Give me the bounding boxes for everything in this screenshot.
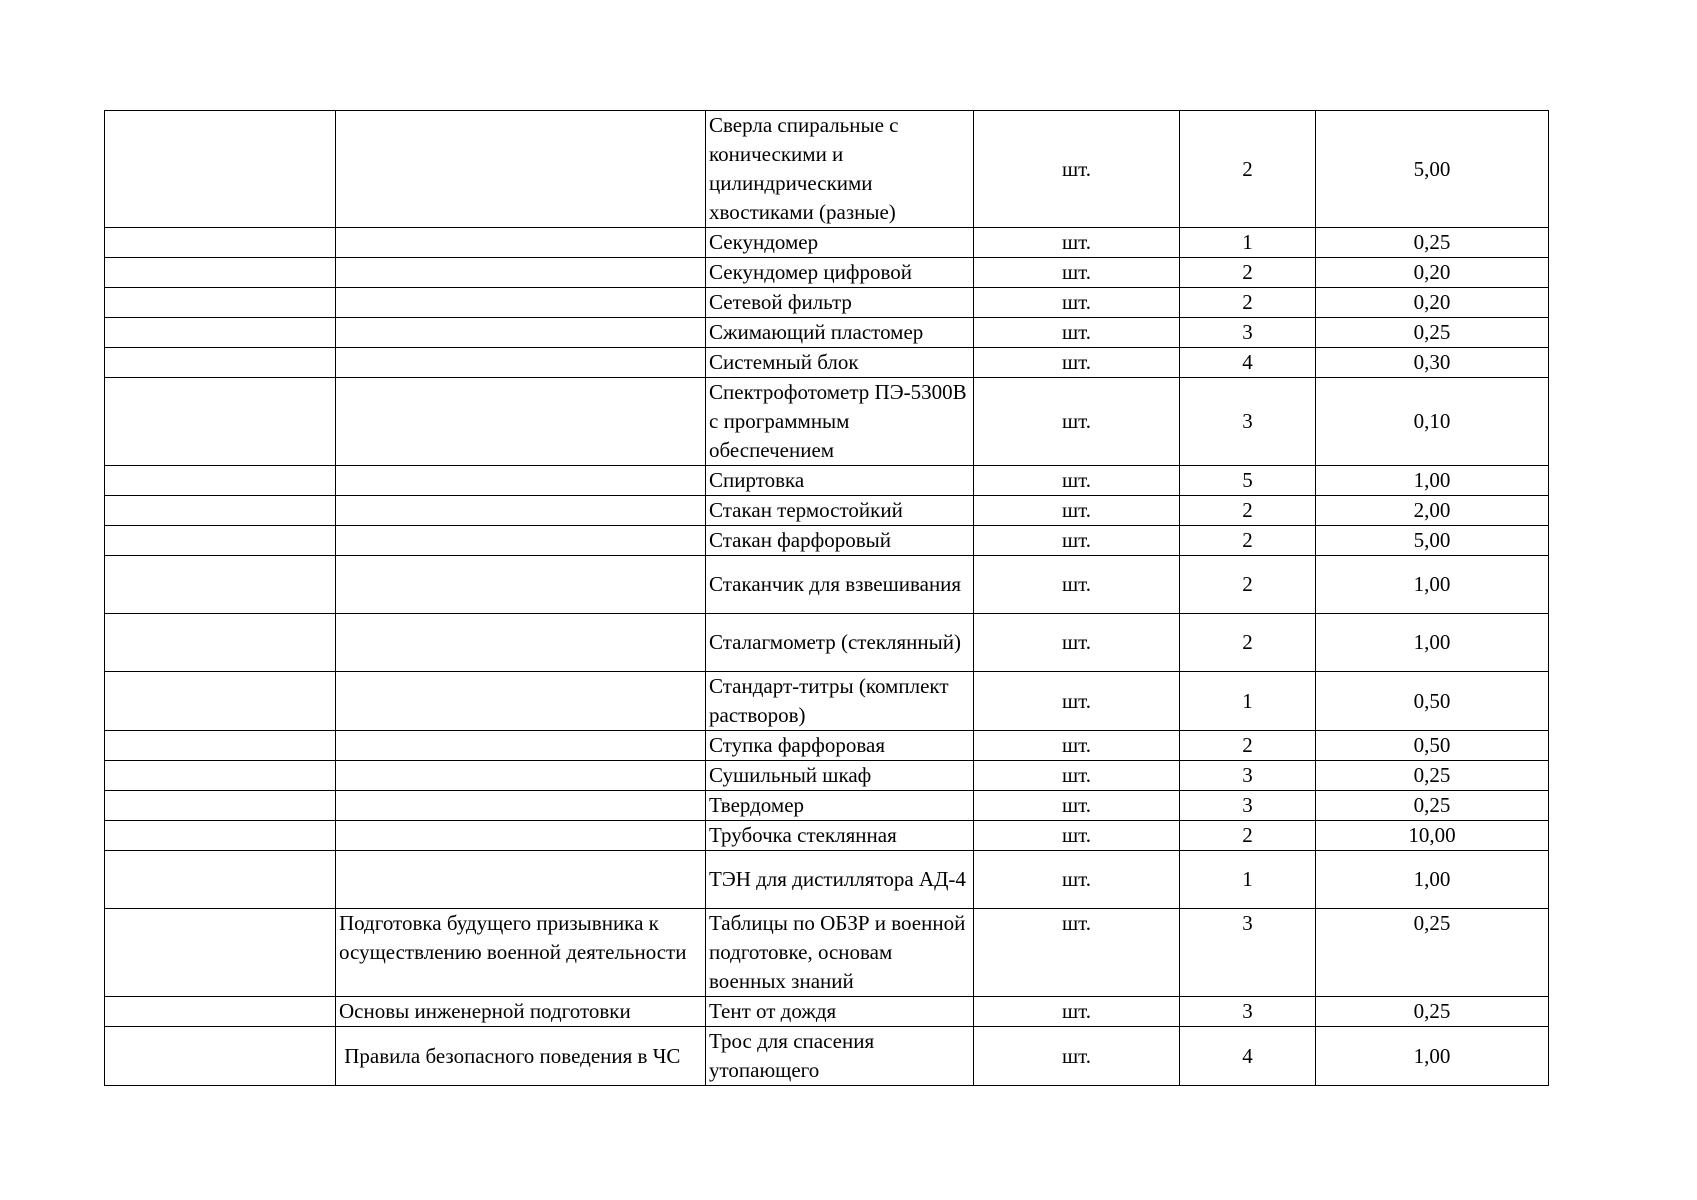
item-name-cell: Секундомер — [706, 228, 974, 258]
quantity-cell: 1 — [1180, 228, 1316, 258]
unit-cell: шт. — [974, 851, 1180, 909]
item-name-cell: Спиртовка — [706, 466, 974, 496]
section-cell — [336, 348, 706, 378]
empty-cell — [105, 556, 336, 614]
quantity-cell: 2 — [1180, 821, 1316, 851]
item-name-cell: Стакан термостойкий — [706, 496, 974, 526]
section-cell — [336, 761, 706, 791]
section-cell — [336, 288, 706, 318]
table-row — [105, 111, 1549, 228]
norm-cell: 0,25 — [1316, 761, 1549, 791]
empty-cell — [105, 672, 336, 731]
empty-cell — [105, 228, 336, 258]
norm-cell: 0,50 — [1316, 731, 1549, 761]
unit-cell: шт. — [974, 761, 1180, 791]
item-name-cell: Ступка фарфоровая — [706, 731, 974, 761]
unit-cell: шт. — [974, 526, 1180, 556]
section-cell — [336, 258, 706, 288]
norm-cell: 0,30 — [1316, 348, 1549, 378]
norm-cell: 0,50 — [1316, 672, 1549, 731]
norm-cell: 0,10 — [1316, 378, 1549, 466]
section-cell: Основы инженерной подготовки — [336, 997, 706, 1027]
empty-cell — [105, 111, 336, 228]
item-name-cell: Сверла спиральные с коническими и цилиндрическими хвостиками (разные) — [706, 111, 974, 228]
item-name-cell: Сжимающий пластомер — [706, 318, 974, 348]
empty-cell — [105, 288, 336, 318]
section-cell — [336, 526, 706, 556]
table-row — [105, 997, 1549, 1027]
unit-cell: шт. — [974, 496, 1180, 526]
unit-cell: шт. — [974, 111, 1180, 228]
section-cell — [336, 496, 706, 526]
norm-cell: 0,25 — [1316, 791, 1549, 821]
empty-cell — [105, 909, 336, 997]
empty-cell — [105, 318, 336, 348]
quantity-cell: 3 — [1180, 318, 1316, 348]
item-name-cell: Стакан фарфоровый — [706, 526, 974, 556]
empty-cell — [105, 526, 336, 556]
unit-cell: шт. — [974, 821, 1180, 851]
norm-cell: 1,00 — [1316, 1027, 1549, 1086]
empty-cell — [105, 466, 336, 496]
item-name-cell: Таблицы по ОБЗР и военной подготовке, основам военных знаний — [706, 909, 974, 997]
norm-cell: 1,00 — [1316, 466, 1549, 496]
section-cell — [336, 731, 706, 761]
table-row — [105, 378, 1549, 466]
norm-cell: 0,20 — [1316, 258, 1549, 288]
empty-cell — [105, 378, 336, 466]
unit-cell: шт. — [974, 731, 1180, 761]
unit-cell: шт. — [974, 466, 1180, 496]
section-cell — [336, 111, 706, 228]
norm-cell: 5,00 — [1316, 111, 1549, 228]
item-name-cell: Трос для спасения утопающего — [706, 1027, 974, 1086]
empty-cell — [105, 997, 336, 1027]
quantity-cell: 2 — [1180, 614, 1316, 672]
table-row — [105, 821, 1549, 851]
item-name-cell: Сетевой фильтр — [706, 288, 974, 318]
table-row — [105, 614, 1549, 672]
quantity-cell: 3 — [1180, 378, 1316, 466]
table-row — [105, 348, 1549, 378]
unit-cell: шт. — [974, 258, 1180, 288]
item-name-cell: Сталагмометр (стеклянный) — [706, 614, 974, 672]
item-name-cell: ТЭН для дистиллятора АД-4 — [706, 851, 974, 909]
quantity-cell: 4 — [1180, 348, 1316, 378]
empty-cell — [105, 791, 336, 821]
unit-cell: шт. — [974, 556, 1180, 614]
table-row — [105, 556, 1549, 614]
section-cell — [336, 318, 706, 348]
item-name-cell: Трубочка стеклянная — [706, 821, 974, 851]
norm-cell: 0,25 — [1316, 318, 1549, 348]
norm-cell: 0,25 — [1316, 997, 1549, 1027]
section-cell — [336, 821, 706, 851]
item-name-cell: Спектрофотометр ПЭ-5300В с программным обеспечением — [706, 378, 974, 466]
quantity-cell: 4 — [1180, 1027, 1316, 1086]
unit-cell: шт. — [974, 672, 1180, 731]
item-name-cell: Системный блок — [706, 348, 974, 378]
table-row — [105, 318, 1549, 348]
empty-cell — [105, 821, 336, 851]
item-name-cell: Сушильный шкаф — [706, 761, 974, 791]
unit-cell: шт. — [974, 791, 1180, 821]
unit-cell: шт. — [974, 378, 1180, 466]
quantity-cell: 3 — [1180, 909, 1316, 997]
table-row — [105, 761, 1549, 791]
unit-cell: шт. — [974, 997, 1180, 1027]
quantity-cell: 3 — [1180, 997, 1316, 1027]
item-name-cell: Стандарт-титры (комплект растворов) — [706, 672, 974, 731]
quantity-cell: 5 — [1180, 466, 1316, 496]
section-cell — [336, 791, 706, 821]
unit-cell: шт. — [974, 288, 1180, 318]
section-cell — [336, 614, 706, 672]
item-name-cell: Твердомер — [706, 791, 974, 821]
quantity-cell: 1 — [1180, 851, 1316, 909]
table-row — [105, 731, 1549, 761]
quantity-cell: 2 — [1180, 111, 1316, 228]
empty-cell — [105, 348, 336, 378]
table-row — [105, 1027, 1549, 1086]
norm-cell: 2,00 — [1316, 496, 1549, 526]
norm-cell: 0,25 — [1316, 228, 1549, 258]
norm-cell: 1,00 — [1316, 851, 1549, 909]
empty-cell — [105, 851, 336, 909]
unit-cell: шт. — [974, 228, 1180, 258]
norm-cell: 0,25 — [1316, 909, 1549, 997]
item-name-cell: Секундомер цифровой — [706, 258, 974, 288]
section-cell — [336, 851, 706, 909]
table-row — [105, 672, 1549, 731]
quantity-cell: 2 — [1180, 496, 1316, 526]
quantity-cell: 3 — [1180, 761, 1316, 791]
section-cell — [336, 228, 706, 258]
table-row — [105, 466, 1549, 496]
norm-cell: 5,00 — [1316, 526, 1549, 556]
quantity-cell: 2 — [1180, 526, 1316, 556]
table-row — [105, 288, 1549, 318]
unit-cell: шт. — [974, 318, 1180, 348]
empty-cell — [105, 1027, 336, 1086]
table-row — [105, 258, 1549, 288]
section-cell — [336, 466, 706, 496]
norm-cell: 1,00 — [1316, 614, 1549, 672]
table-row — [105, 851, 1549, 909]
unit-cell: шт. — [974, 909, 1180, 997]
item-name-cell: Стаканчик для взвешивания — [706, 556, 974, 614]
section-cell — [336, 556, 706, 614]
table-row — [105, 496, 1549, 526]
empty-cell — [105, 258, 336, 288]
table-row — [105, 791, 1549, 821]
norm-cell: 0,20 — [1316, 288, 1549, 318]
norm-cell: 10,00 — [1316, 821, 1549, 851]
table-row — [105, 526, 1549, 556]
unit-cell: шт. — [974, 1027, 1180, 1086]
section-cell — [336, 378, 706, 466]
unit-cell: шт. — [974, 614, 1180, 672]
quantity-cell: 2 — [1180, 556, 1316, 614]
quantity-cell: 2 — [1180, 731, 1316, 761]
section-cell: Правила безопасного поведения в ЧС — [336, 1027, 706, 1086]
table-row — [105, 909, 1549, 997]
quantity-cell: 1 — [1180, 672, 1316, 731]
quantity-cell: 3 — [1180, 791, 1316, 821]
quantity-cell: 2 — [1180, 258, 1316, 288]
quantity-cell: 2 — [1180, 288, 1316, 318]
equipment-table — [104, 110, 1549, 1086]
norm-cell: 1,00 — [1316, 556, 1549, 614]
empty-cell — [105, 731, 336, 761]
empty-cell — [105, 496, 336, 526]
empty-cell — [105, 761, 336, 791]
section-cell: Подготовка будущего призывника к осуществлению военной деятельности — [336, 909, 706, 997]
item-name-cell: Тент от дождя — [706, 997, 974, 1027]
section-cell — [336, 672, 706, 731]
table-row — [105, 228, 1549, 258]
unit-cell: шт. — [974, 348, 1180, 378]
empty-cell — [105, 614, 336, 672]
